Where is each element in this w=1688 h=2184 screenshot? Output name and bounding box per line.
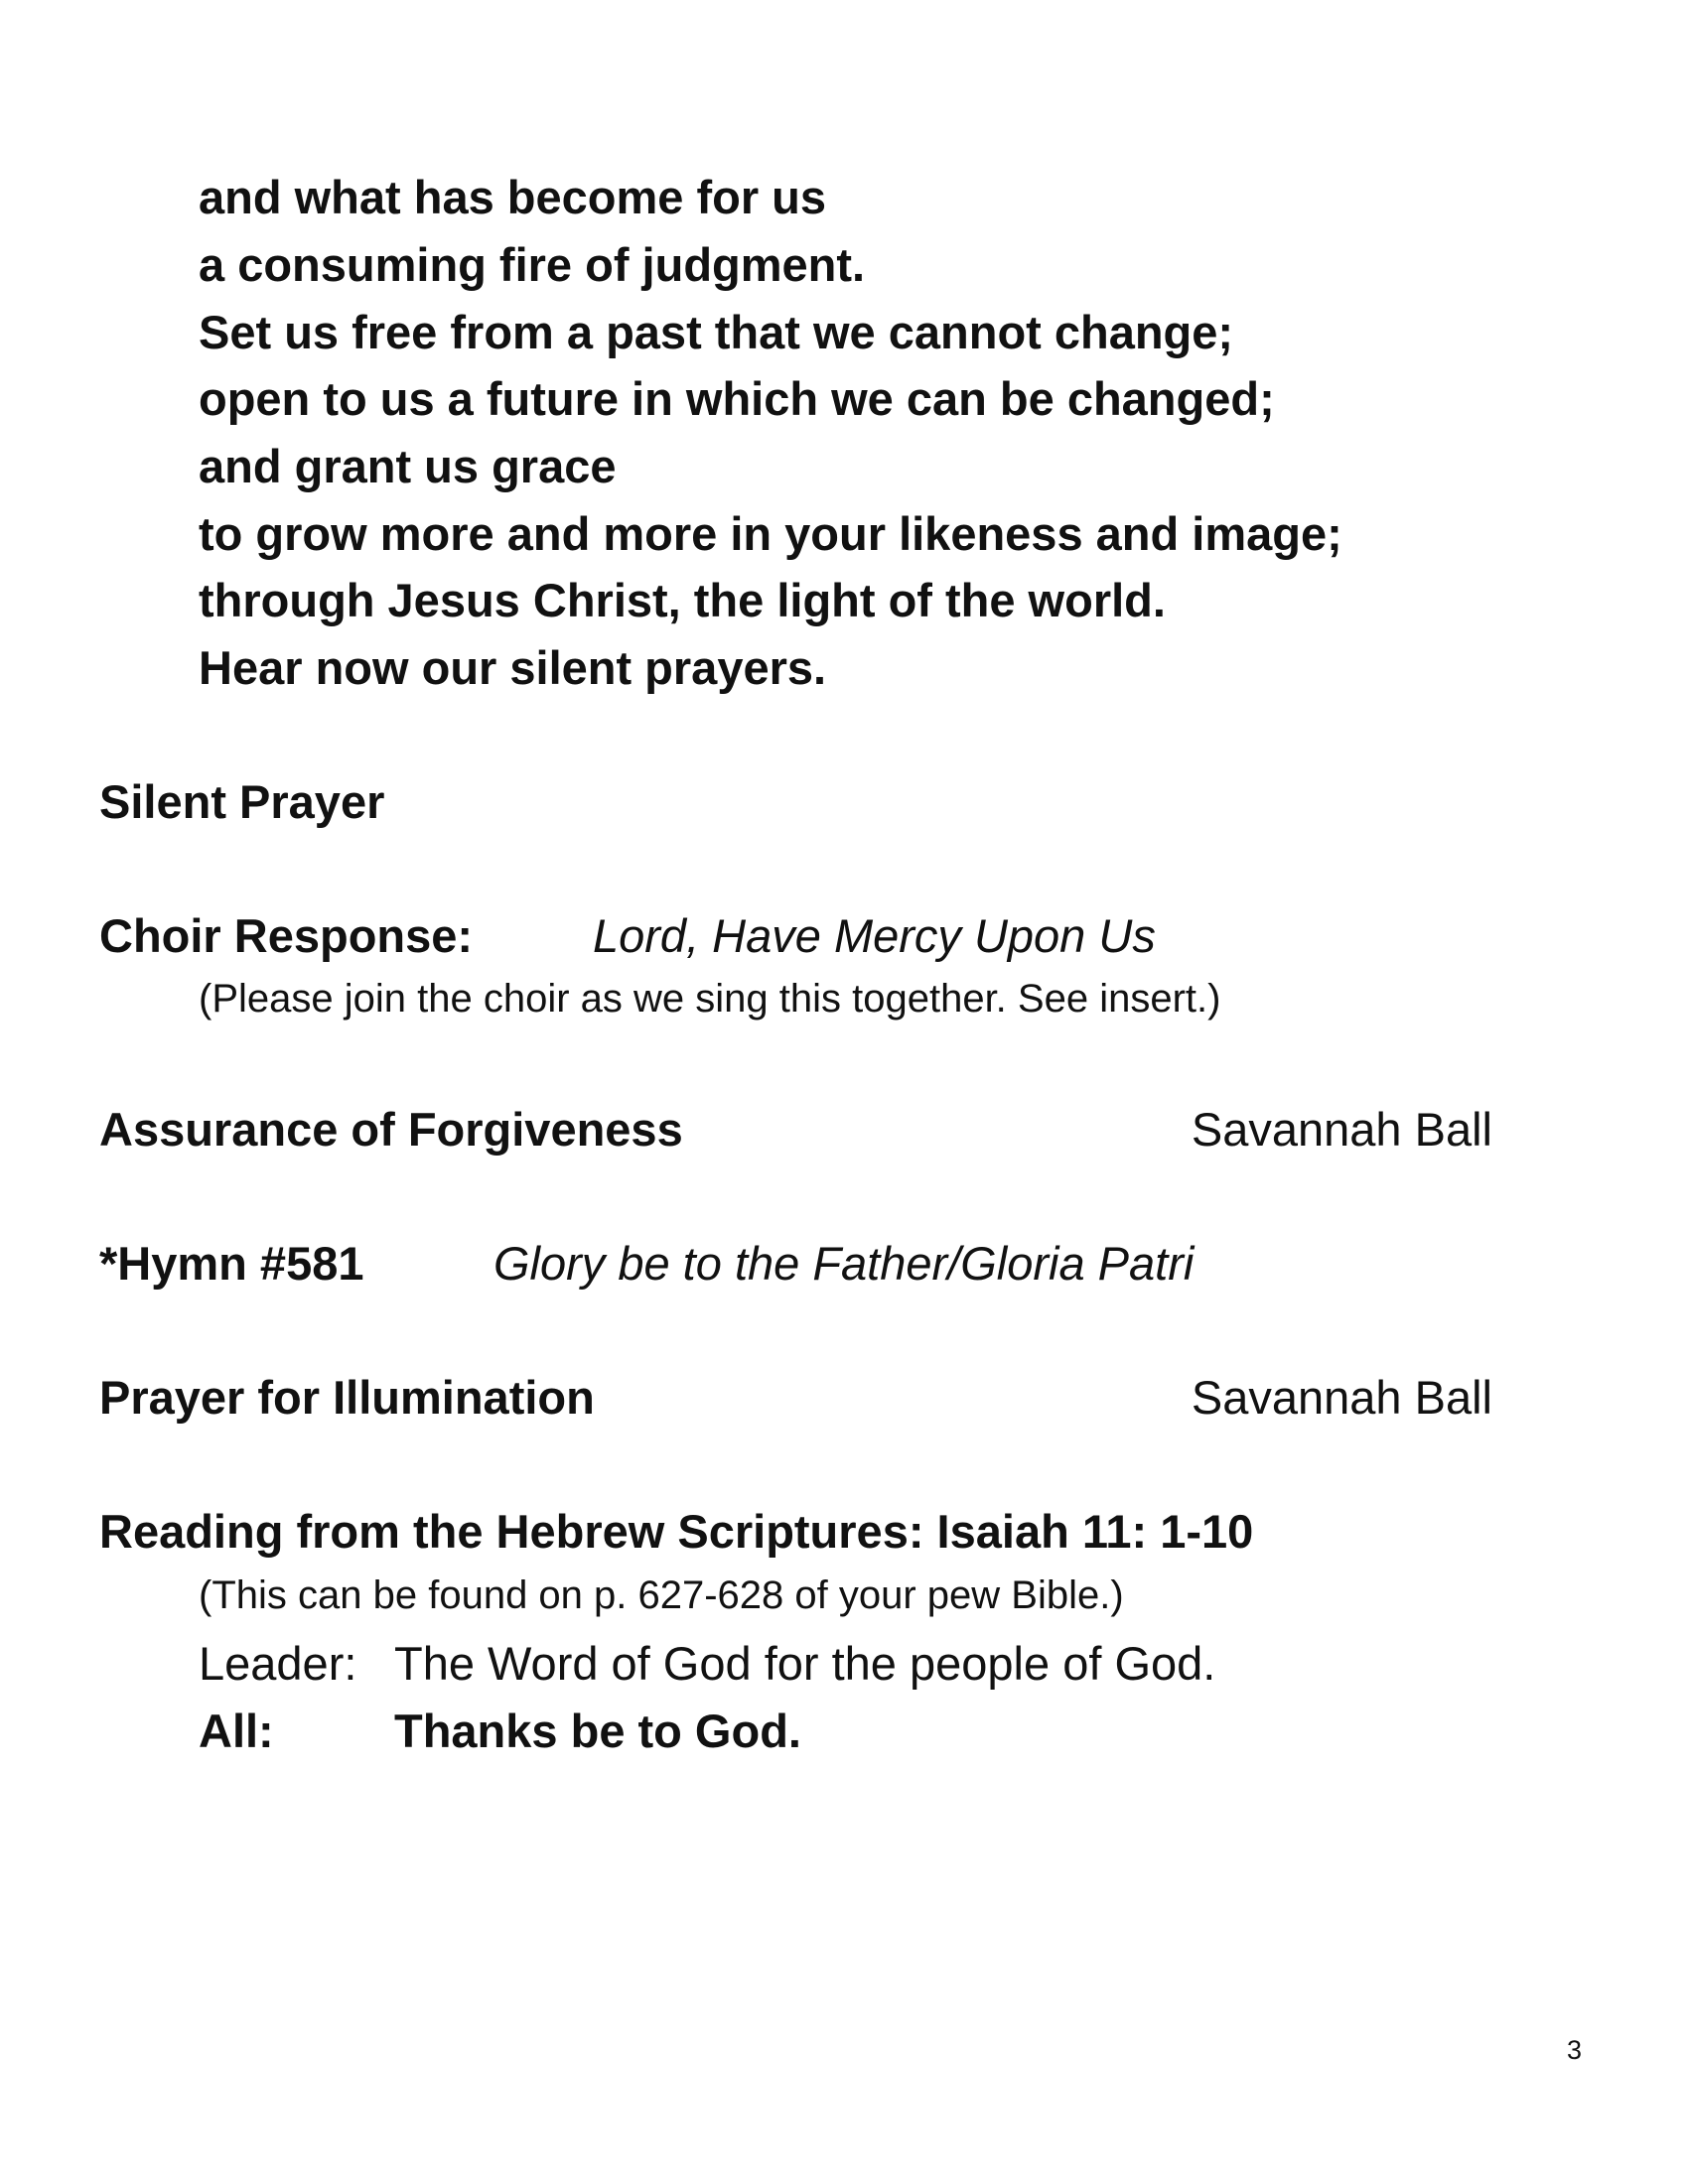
prayer-line: and grant us grace — [199, 440, 617, 492]
prayer-line: open to us a future in which we can be changed; — [199, 372, 1275, 425]
all-text: Thanks be to God. — [394, 1705, 801, 1757]
silent-prayer-heading: Silent Prayer — [99, 775, 385, 828]
page-number: 3 — [1566, 2035, 1582, 2065]
prayer-line: Hear now our silent prayers. — [199, 641, 827, 694]
choir-response-heading: Choir Response: — [99, 909, 474, 962]
assurance-leader: Savannah Ball — [1191, 1103, 1492, 1156]
illumination-leader: Savannah Ball — [1191, 1371, 1492, 1424]
prayer-line: and what has become for us — [199, 171, 827, 223]
leader-text: The Word of God for the people of God. — [394, 1637, 1216, 1690]
hymn-title: Glory be to the Father/Gloria Patri — [493, 1237, 1195, 1290]
assurance-heading: Assurance of Forgiveness — [99, 1103, 683, 1156]
reading-heading: Reading from the Hebrew Scriptures: Isaiah 11: 1-10 — [99, 1505, 1254, 1558]
choir-response-title: Lord, Have Mercy Upon Us — [593, 909, 1156, 962]
illumination-heading: Prayer for Illumination — [99, 1371, 595, 1424]
prayer-line: Set us free from a past that we cannot change; — [199, 306, 1234, 358]
all-label: All: — [199, 1705, 274, 1757]
prayer-line: a consuming fire of judgment. — [199, 238, 866, 291]
reading-note: (This can be found on p. 627-628 of your pew Bible.) — [199, 1573, 1124, 1617]
prayer-line: to grow more and more in your likeness and image; — [199, 507, 1342, 560]
prayer-line: through Jesus Christ, the light of the world. — [199, 574, 1166, 626]
choir-response-note: (Please join the choir as we sing this together. See insert.) — [199, 977, 1221, 1021]
leader-label: Leader: — [199, 1637, 357, 1690]
hymn-heading: *Hymn #581 — [99, 1237, 364, 1290]
